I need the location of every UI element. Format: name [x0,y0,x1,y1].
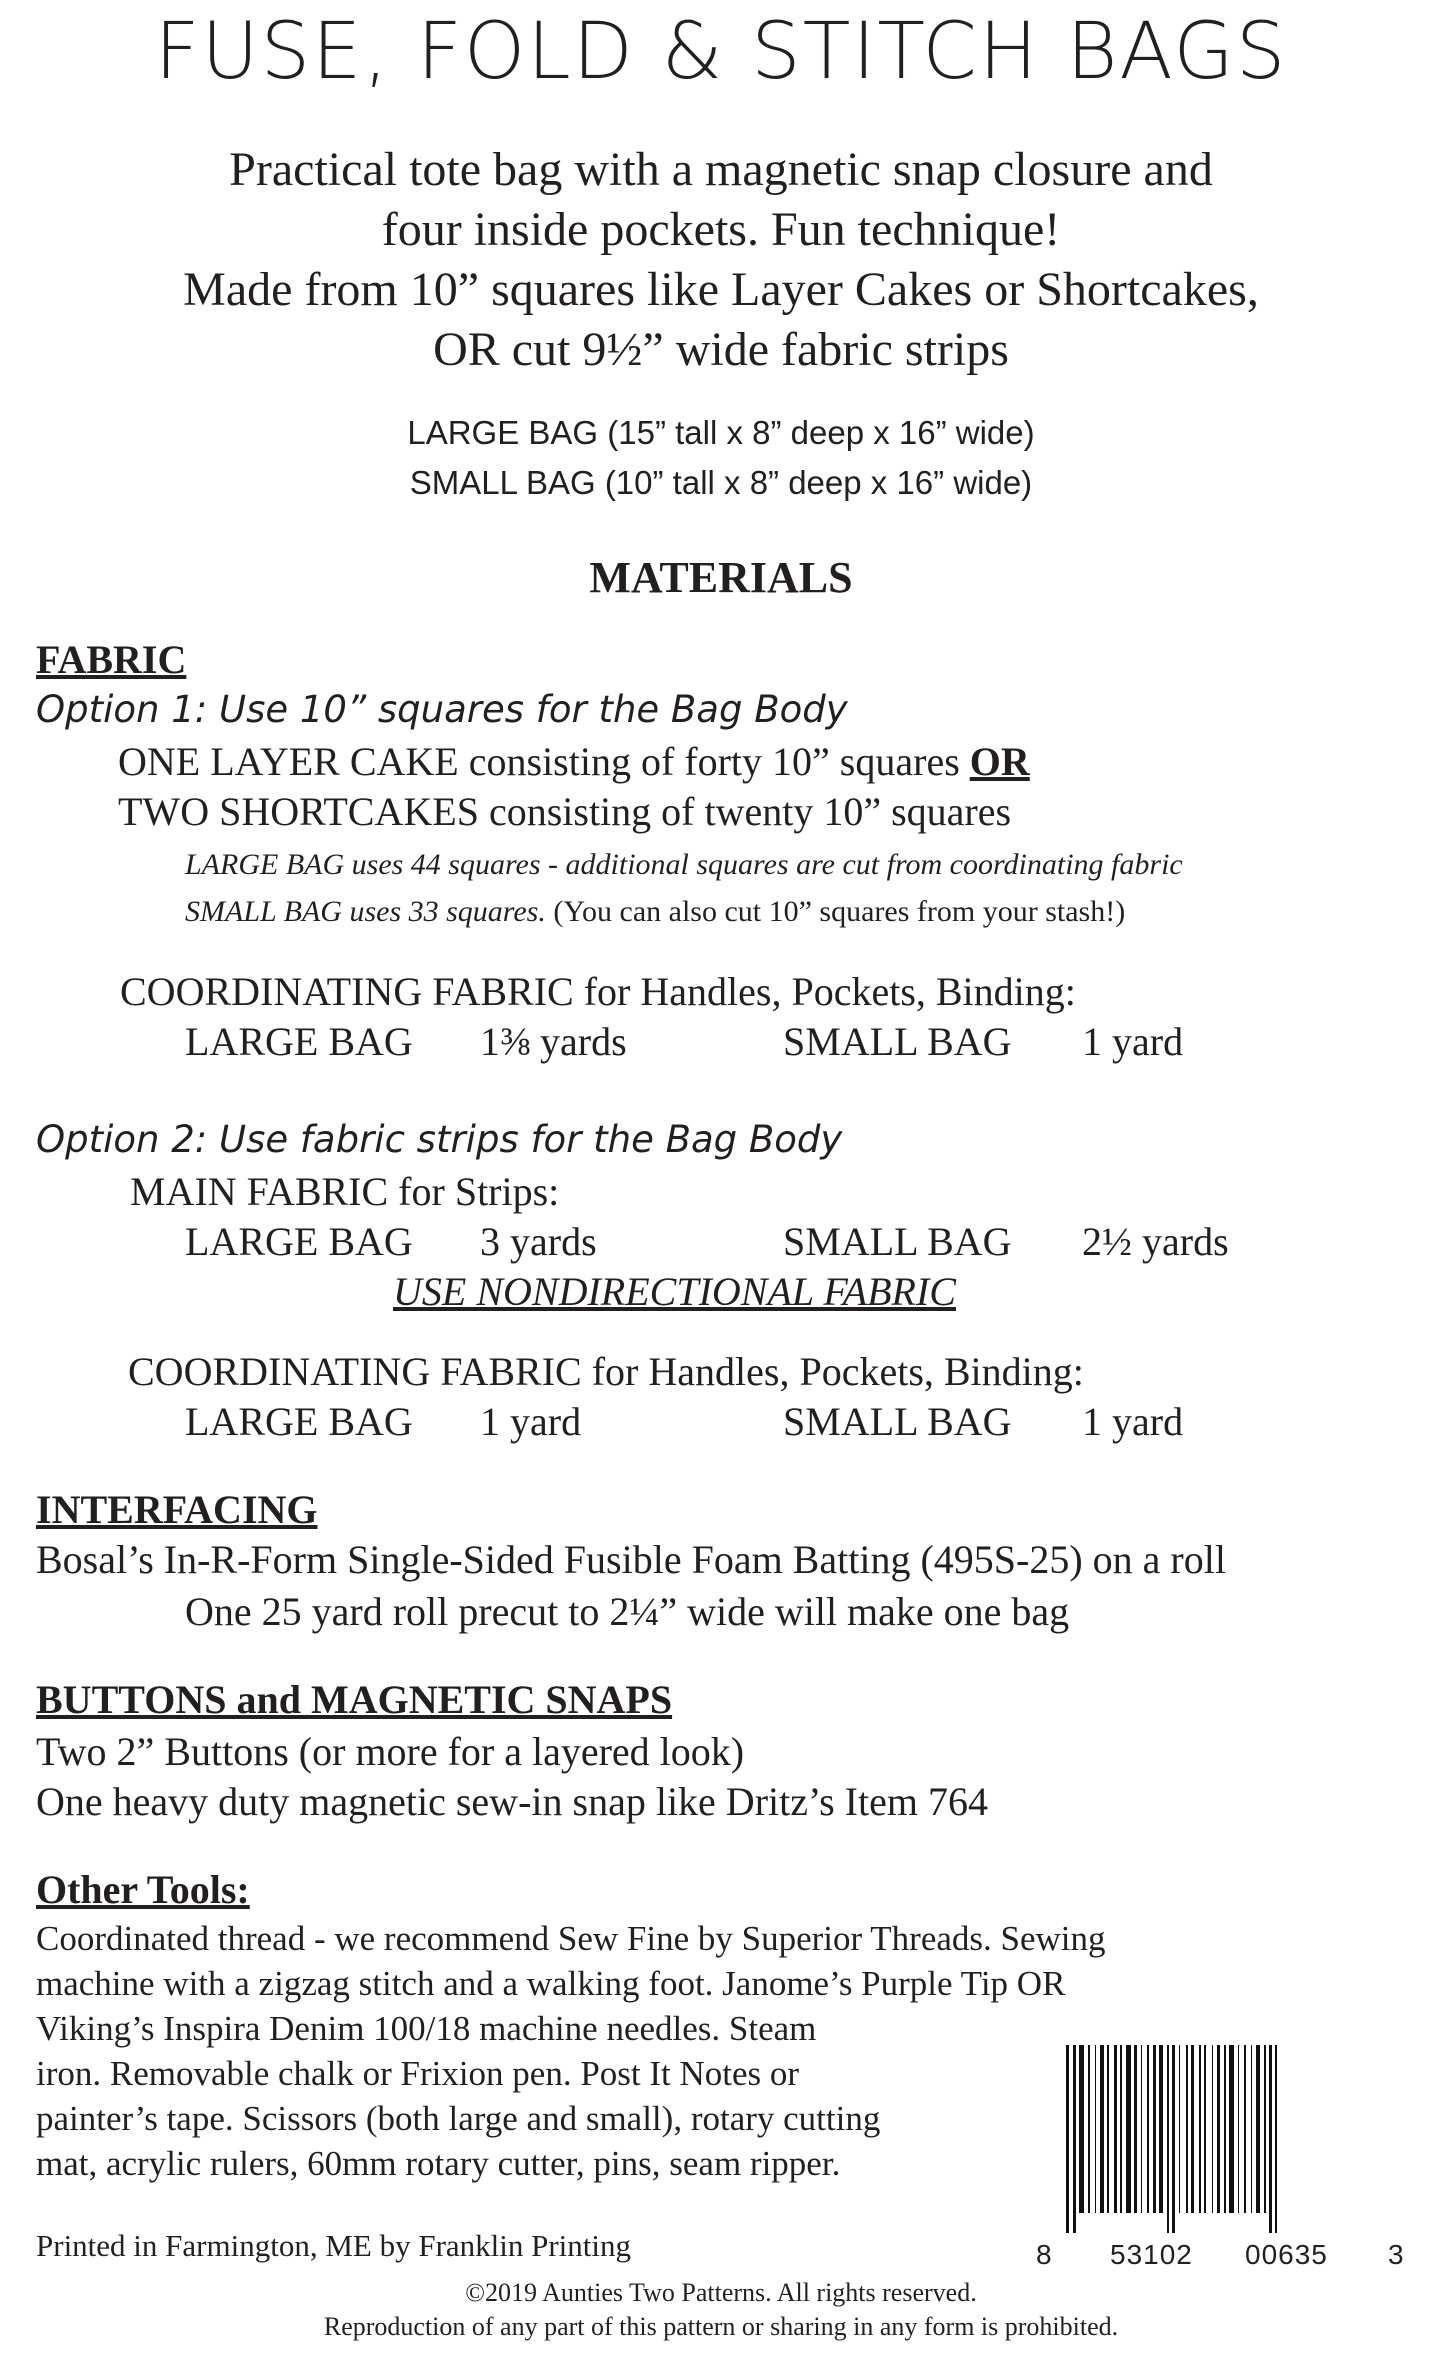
buttons-line-2: One heavy duty magnetic sew-in snap like Dritz’s Item 764 [36,1779,988,1824]
tools-line-1: Coordinated thread - we recommend Sew Fine by Superior Threads. Sewing [36,1919,1106,1958]
barcode-bar [1172,2045,1175,2233]
tools-line-4: iron. Removable chalk or Frixion pen. Post It Notes or [36,2054,800,2093]
tools-line-5: painter’s tape. Scissors (both large and small), rotary cutting [36,2099,881,2138]
barcode-bar [1256,2045,1260,2213]
barcode-bar [1179,2045,1180,2213]
option2-title: Option 2: Use fabric strips for the Bag Body [36,1118,843,1161]
interfacing-line-2: One 25 yard roll precut to 2¼” wide will make one bag [185,1589,1070,1634]
barcode-bar [1191,2045,1194,2213]
option2-small-amount: 2½ yards [1082,1219,1229,1264]
buttons-line-1: Two 2” Buttons (or more for a layered look) [36,1729,745,1774]
barcode-digits-right: 00635 [1245,2239,1328,2270]
size-large: LARGE BAG (15” tall x 8” deep x 16” wide) [407,414,1035,451]
other-tools-heading: Other Tools: [36,1867,250,1912]
barcode-bar [1264,2045,1266,2213]
option2-main-fabric: MAIN FABRIC for Strips: [130,1169,560,1214]
option1-title: Option 1: Use 10” squares for the Bag Body [36,688,848,731]
option1-note-1: LARGE BAG uses 44 squares - additional squares are cut from coordinating fabric [185,848,1183,881]
option1-note-2 [185,895,1125,929]
barcode-bars [1062,2045,1402,2233]
barcode-bar [1141,2045,1142,2213]
page-title: FUSE, FOLD & STITCH BAGS [154,7,1288,97]
option2-small-label: SMALL BAG [783,1219,1012,1264]
fabric-heading: FABRIC [36,637,187,682]
barcode-bar [1088,2045,1090,2213]
interfacing-line-1: Bosal’s In-R-Form Single-Sided Fusible Foam Batting (495S-25) on a roll [36,1537,1226,1582]
option1-line-1 [118,738,1030,785]
option1-line-1-text: ONE LAYER CAKE consisting of forty 10” squares [118,739,970,784]
barcode-bar [1073,2045,1076,2233]
barcode-bar [1114,2045,1117,2213]
option1-note-2-italic: SMALL BAG uses 33 squares. [185,895,546,928]
barcode-bar [1229,2045,1234,2213]
option1-small-amount: 1 yard [1082,1019,1184,1064]
tools-line-6: mat, acrylic rulers, 60mm rotary cutter, pins, seam ripper. [36,2144,841,2183]
option1-large-label: LARGE BAG [185,1019,413,1064]
option2-large-label: LARGE BAG [185,1219,413,1264]
barcode-bar [1251,2045,1252,2213]
barcode-bar [1095,2045,1096,2213]
barcode-bar [1159,2045,1163,2213]
barcode-bar [1100,2045,1104,2213]
barcode-bar [1238,2045,1239,2213]
intro-line-1: Practical tote bag with a magnetic snap closure and [229,143,1213,196]
barcode-bar [1204,2045,1206,2213]
size-small: SMALL BAG (10” tall x 8” deep x 16” wide) [409,464,1033,501]
barcode-bar [1120,2045,1122,2213]
barcode-bar [1224,2045,1226,2213]
barcode-bar [1199,2045,1201,2213]
tools-line-3: Viking’s Inspira Denim 100/18 machine needles. Steam [36,2009,817,2048]
option1-small-label: SMALL BAG [783,1019,1012,1064]
intro-line-2: four inside pockets. Fun technique! [381,203,1061,256]
option1-large-amount: 1⅜ yards [480,1019,627,1064]
barcode-bar [1244,2045,1246,2213]
intro-line-3: Made from 10” squares like Layer Cakes or Shortcakes, [183,263,1259,316]
option2-large-amount: 3 yards [480,1219,597,1264]
barcode-digit-last: 3 [1388,2239,1405,2270]
option2-coord-line: COORDINATING FABRIC for Handles, Pockets, Binding: [128,1349,1084,1394]
option1-note-2-upright: (You can also cut 10” squares from your stash!) [545,895,1126,928]
barcode-digit-first: 8 [1036,2239,1053,2270]
barcode [1062,2045,1402,2238]
barcode-bar [1107,2045,1109,2213]
materials-heading: MATERIALS [589,553,853,602]
barcode-bar [1066,2045,1069,2233]
barcode-bar [1126,2045,1131,2213]
option1-line-2: TWO SHORTCAKES consisting of twenty 10” squares [118,789,1012,834]
tools-line-2: machine with a zigzag stitch and a walking foot. Janome’s Purple Tip OR [36,1964,1066,2003]
option2-coord-small-amount: 1 yard [1082,1399,1184,1444]
copyright: ©2019 Aunties Two Patterns. All rights reserved. [465,2278,977,2307]
reproduction-notice: Reproduction of any part of this pattern or sharing in any form is prohibited. [323,2312,1119,2341]
barcode-bar [1217,2045,1220,2213]
barcode-bar [1079,2045,1084,2213]
barcode-bar [1153,2045,1156,2213]
option2-coord-large-amount: 1 yard [480,1399,582,1444]
option2-coord-small-label: SMALL BAG [783,1399,1012,1444]
nondirectional-note: USE NONDIRECTIONAL FABRIC [393,1269,956,1314]
option1-coord-line: COORDINATING FABRIC for Handles, Pockets, Binding: [120,969,1076,1014]
barcode-digits-left: 53102 [1110,2239,1193,2270]
barcode-bar [1269,2045,1272,2233]
barcode-bar [1147,2045,1149,2213]
barcode-bar [1212,2045,1213,2213]
option2-coord-large-label: LARGE BAG [185,1399,413,1444]
interfacing-heading: INTERFACING [36,1487,318,1532]
barcode-bar [1186,2045,1188,2213]
buttons-heading: BUTTONS and MAGNETIC SNAPS [36,1677,673,1722]
barcode-bar [1134,2045,1137,2213]
intro-line-4: OR cut 9½” wide fabric strips [433,323,1009,376]
or-emphasis: OR [969,739,1030,784]
printed-by: Printed in Farmington, ME by Franklin Printing [36,2228,632,2263]
barcode-bar [1275,2045,1277,2233]
barcode-bar [1167,2045,1169,2233]
